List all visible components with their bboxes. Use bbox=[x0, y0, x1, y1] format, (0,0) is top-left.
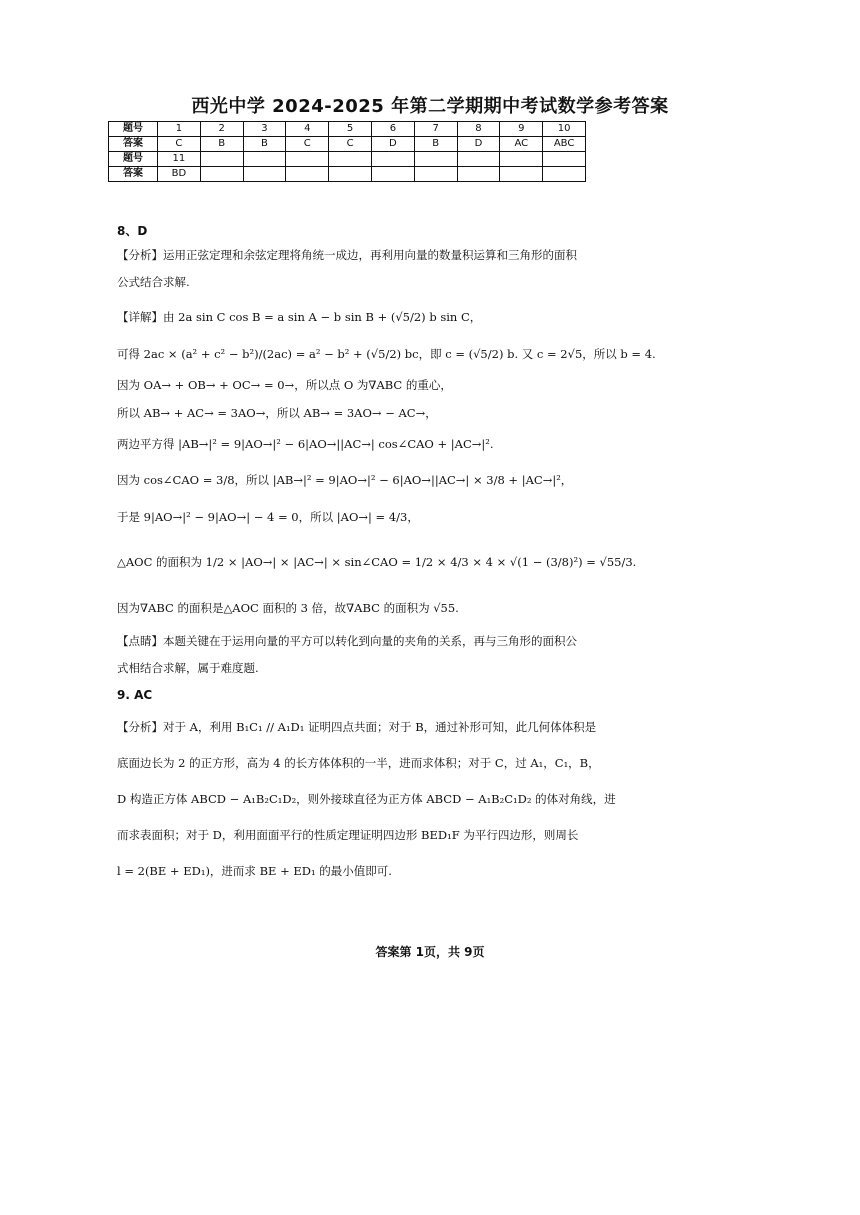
q8-detail-line: 因为 cos∠CAO = 3/8，所以 |AB→|² = 9|AO→|² − 6|AO→||AC→| × 3/8 + |AC→|²， bbox=[117, 473, 573, 487]
table-cell: B bbox=[414, 137, 457, 152]
table-cell: 8 bbox=[457, 122, 500, 137]
table-cell: ABC bbox=[543, 137, 586, 152]
q9-heading: 9. AC bbox=[117, 688, 153, 702]
table-cell: 1 bbox=[158, 122, 201, 137]
table-cell bbox=[414, 152, 457, 167]
table-row bbox=[109, 137, 586, 152]
table-cell bbox=[457, 152, 500, 167]
table-cell bbox=[286, 167, 329, 182]
table-cell bbox=[500, 152, 543, 167]
q9-analysis-line: 底面边长为 2 的正方形，高为 4 的长方体体积的一半，进而求体积；对于 C，过 A₁，C₁，B， bbox=[117, 756, 600, 770]
q8-detail-line: 【详解】由 2a sin C cos B = a sin A − b sin B + (√5/2) b sin C， bbox=[117, 310, 482, 324]
q9-analysis-line: 而求表面积；对于 D，利用面面平行的性质定理证明四边形 BED₁F 为平行四边形，则周长 bbox=[117, 828, 579, 842]
answer-table bbox=[108, 121, 586, 182]
table-cell: 答案 bbox=[109, 137, 158, 152]
q8-comment-line: 式相结合求解，属于难度题. bbox=[117, 661, 259, 675]
table-cell: 题号 bbox=[109, 122, 158, 137]
table-cell: C bbox=[286, 137, 329, 152]
table-cell: B bbox=[200, 137, 243, 152]
table-cell bbox=[371, 152, 414, 167]
table-cell: 6 bbox=[371, 122, 414, 137]
page-title: 西光中学 2024-2025 年第二学期期中考试数学参考答案 bbox=[191, 96, 669, 117]
table-cell: 5 bbox=[329, 122, 372, 137]
table-row bbox=[109, 167, 586, 182]
table-cell: 3 bbox=[243, 122, 286, 137]
q8-heading: 8、D bbox=[117, 224, 148, 238]
table-cell: 答案 bbox=[109, 167, 158, 182]
table-cell: 7 bbox=[414, 122, 457, 137]
q8-detail-line: 于是 9|AO→|² − 9|AO→| − 4 = 0，所以 |AO→| = 4/3， bbox=[117, 510, 419, 524]
table-cell bbox=[500, 167, 543, 182]
table-cell bbox=[329, 167, 372, 182]
table-cell: D bbox=[371, 137, 414, 152]
q8-comment-line: 【点睛】本题关键在于运用向量的平方可以转化到向量的夹角的关系，再与三角形的面积公 bbox=[117, 634, 577, 648]
q8-detail-line: 所以 AB→ + AC→ = 3AO→，所以 AB→ = 3AO→ − AC→， bbox=[117, 406, 437, 420]
q9-analysis-line: l = 2(BE + ED₁)，进而求 BE + ED₁ 的最小值即可. bbox=[117, 864, 392, 878]
table-cell bbox=[414, 167, 457, 182]
table-cell bbox=[543, 152, 586, 167]
table-cell: 10 bbox=[543, 122, 586, 137]
table-cell: AC bbox=[500, 137, 543, 152]
q8-detail-line: 可得 2ac × (a² + c² − b²)/(2ac) = a² − b² + (√5/2) bc，即 c = (√5/2) b. 又 c = 2√5，所以 b = 4. bbox=[117, 347, 656, 361]
table-cell bbox=[200, 167, 243, 182]
table-cell bbox=[329, 152, 372, 167]
table-cell: BD bbox=[158, 167, 201, 182]
table-cell bbox=[371, 167, 414, 182]
table-cell: 4 bbox=[286, 122, 329, 137]
table-cell bbox=[243, 152, 286, 167]
table-cell bbox=[543, 167, 586, 182]
q8-detail-line: 因为 OA→ + OB→ + OC→ = 0→，所以点 O 为∇ABC 的重心， bbox=[117, 378, 452, 392]
table-cell bbox=[286, 152, 329, 167]
q9-analysis-line: D 构造正方体 ABCD − A₁B₂C₁D₂，则外接球直径为正方体 ABCD − A₁B₂C₁D₂ 的体对角线，进 bbox=[117, 792, 616, 806]
table-cell: D bbox=[457, 137, 500, 152]
table-cell: 9 bbox=[500, 122, 543, 137]
table-cell: B bbox=[243, 137, 286, 152]
table-row bbox=[109, 122, 586, 137]
table-cell bbox=[200, 152, 243, 167]
table-cell bbox=[457, 167, 500, 182]
q8-analysis-line: 公式结合求解. bbox=[117, 275, 190, 289]
q8-analysis-line: 【分析】运用正弦定理和余弦定理将角统一成边，再利用向量的数量积运算和三角形的面积 bbox=[117, 248, 577, 262]
table-cell: C bbox=[158, 137, 201, 152]
table-cell: 11 bbox=[158, 152, 201, 167]
q8-detail-line: △AOC 的面积为 1/2 × |AO→| × |AC→| × sin∠CAO = 1/2 × 4/3 × 4 × √(1 − (3/8)²) = √55/3. bbox=[117, 555, 637, 569]
q8-detail-line: 因为∇ABC 的面积是△AOC 面积的 3 倍，故∇ABC 的面积为 √55. bbox=[117, 601, 459, 615]
q9-analysis-line: 【分析】对于 A，利用 B₁C₁ // A₁D₁ 证明四点共面；对于 B，通过补形可知，此几何体体积是 bbox=[117, 720, 597, 734]
table-cell: C bbox=[329, 137, 372, 152]
table-row bbox=[109, 152, 586, 167]
page-footer: 答案第 1页，共 9页 bbox=[375, 945, 485, 959]
table-cell: 题号 bbox=[109, 152, 158, 167]
table-cell bbox=[243, 167, 286, 182]
table-cell: 2 bbox=[200, 122, 243, 137]
q8-detail-line: 两边平方得 |AB→|² = 9|AO→|² − 6|AO→||AC→| cos∠CAO + |AC→|². bbox=[117, 437, 494, 451]
